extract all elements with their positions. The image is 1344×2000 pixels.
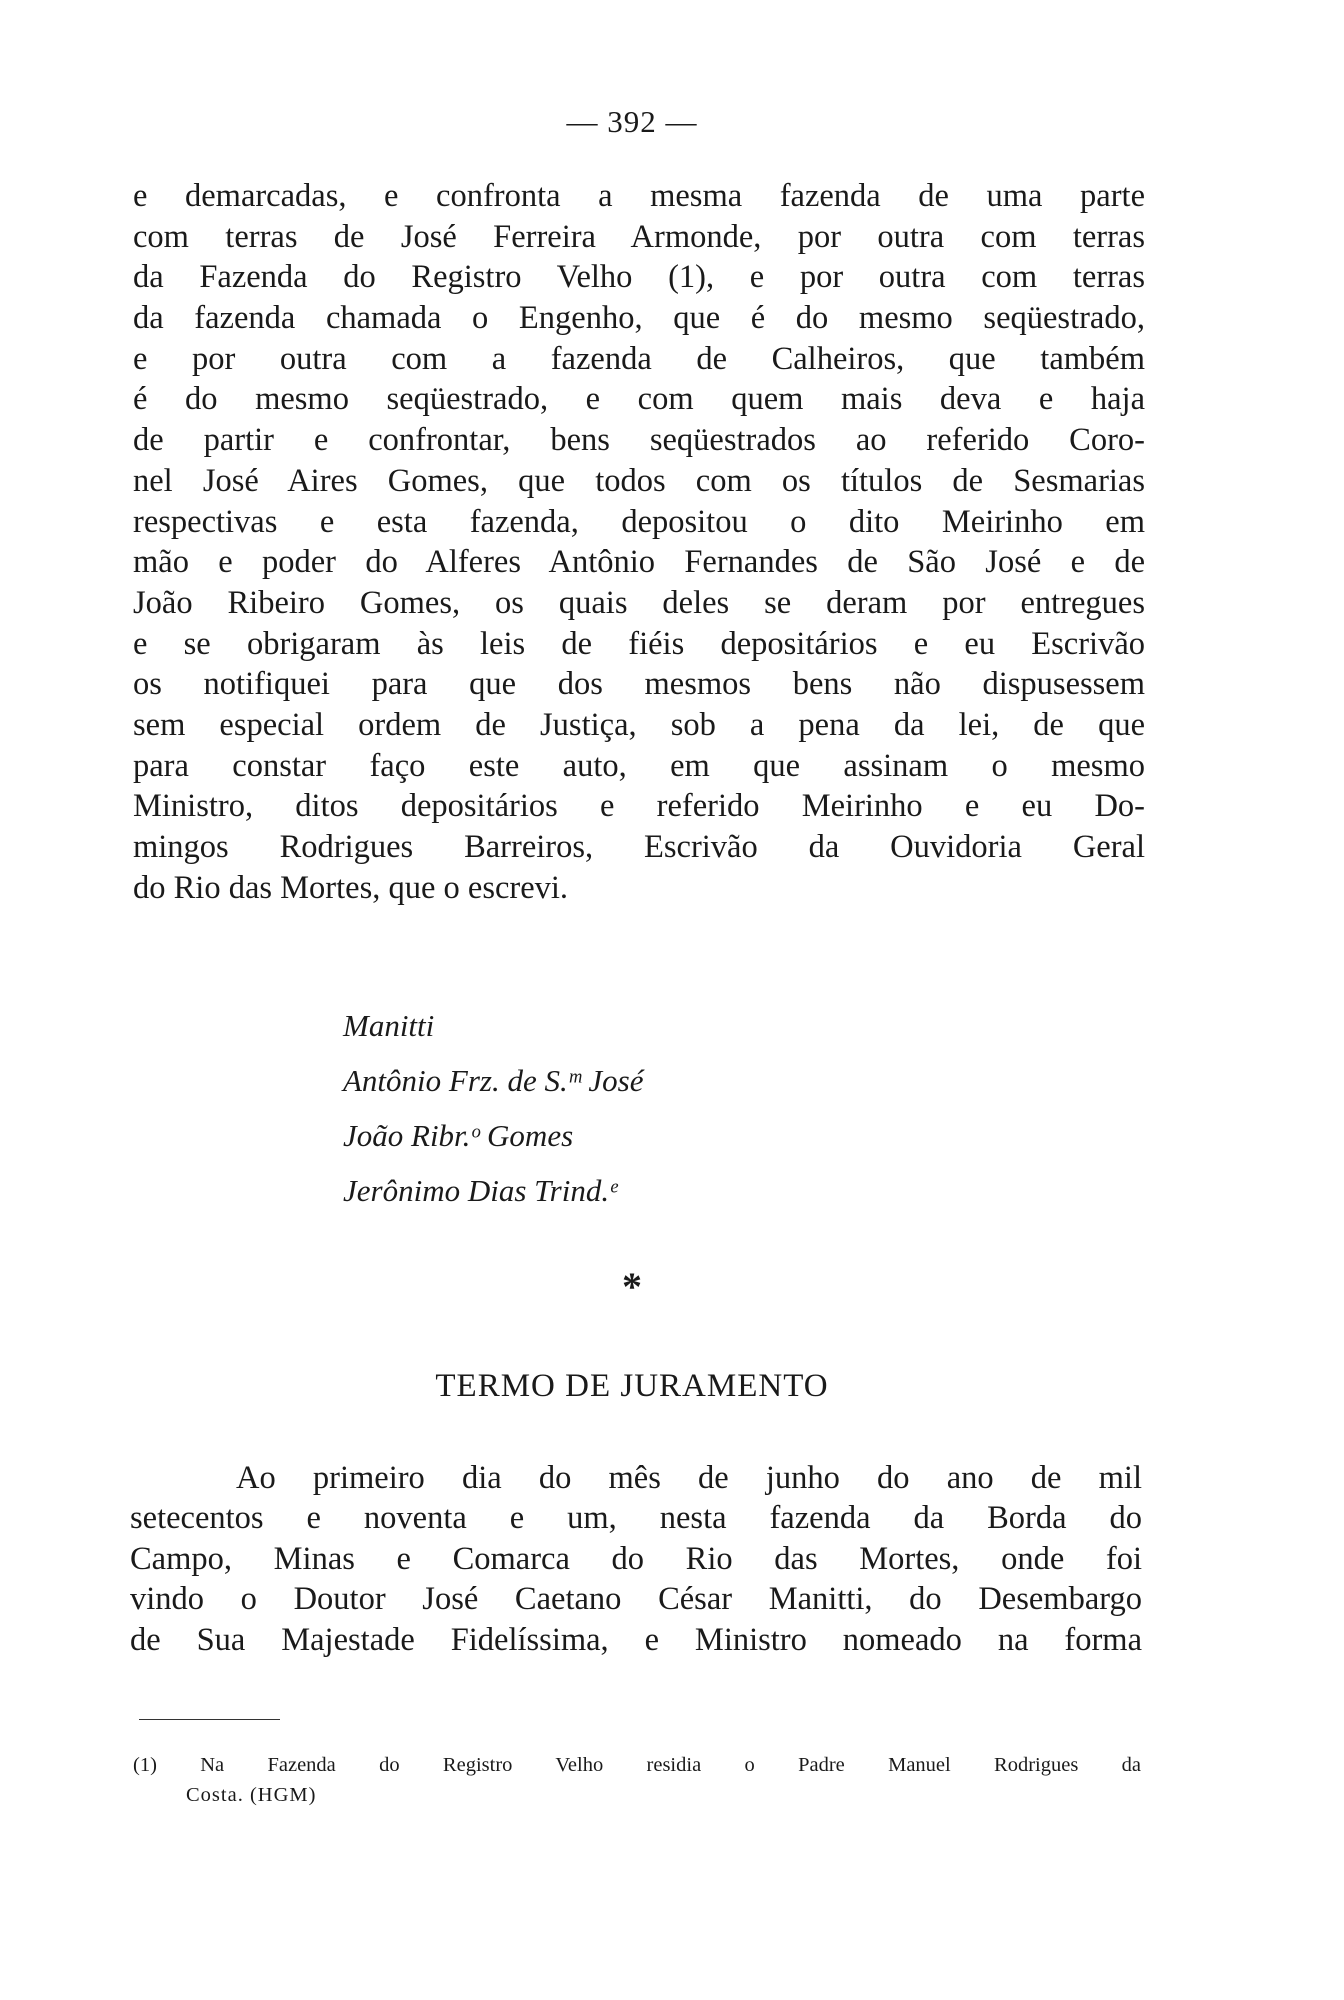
body-paragraph (133, 176, 1145, 908)
signature-name: Jerônimo Dias Trind.ᵉ (343, 1173, 618, 1208)
body-line: os notifiquei para que dos mesmos bens não dispusessem (133, 666, 1145, 703)
section-paragraph (130, 1458, 1142, 1660)
body-line: mingos Rodrigues Barreiros, Escrivão da Ouvidoria Geral (133, 829, 1145, 865)
body-line: da fazenda chamada o Engenho, que é do mesmo seqüestrado, (133, 300, 1145, 337)
body-line: da Fazenda do Registro Velho (1), e por outra com terras (133, 259, 1145, 296)
footnote-separator (139, 1719, 280, 1720)
signature-block (343, 998, 644, 1218)
body-line: e se obrigaram às leis de fiéis depositários e eu Escrivão (133, 625, 1145, 662)
section-line: Ao primeiro dia do mês de junho do ano de mil (236, 1460, 1142, 1496)
body-line: sem especial ordem de Justiça, sob a pena da lei, de que (133, 706, 1145, 743)
section-heading: TERMO DE JURAMENTO (435, 1368, 829, 1404)
body-line: para constar faço este auto, em que assinam o mesmo (133, 747, 1145, 784)
signature-name: Antônio Frz. de S.ᵐ José (343, 1063, 644, 1098)
section-line: de Sua Majestade Fidelíssima, e Ministro nomeado na forma (130, 1621, 1142, 1658)
footnote-line: (1) Na Fazenda do Registro Velho residia o Padre Manuel Rodrigues da (133, 1754, 1141, 1776)
body-line: e demarcadas, e confronta a mesma fazenda de uma parte (133, 178, 1145, 214)
section-line: vindo o Doutor José Caetano César Manitti, do Desembargo (130, 1581, 1142, 1618)
signature-name: Manitti (343, 1008, 435, 1043)
body-line: João Ribeiro Gomes, os quais deles se deram por entregues (133, 584, 1145, 621)
section-line: Campo, Minas e Comarca do Rio das Mortes, onde foi (130, 1540, 1142, 1577)
footnote-line: Costa. (HGM) (186, 1784, 317, 1806)
section-line: setecentos e noventa e um, nesta fazenda da Borda do (130, 1500, 1142, 1537)
signature-name: João Ribr.ᵒ Gomes (343, 1118, 574, 1153)
body-line: e por outra com a fazenda de Calheiros, que também (133, 340, 1145, 377)
page-number: — 392 — (566, 104, 698, 139)
footnote (133, 1750, 1141, 1810)
asterisk-divider: * (622, 1264, 642, 1309)
body-line: do Rio das Mortes, que o escrevi. (133, 869, 569, 906)
body-line: é do mesmo seqüestrado, e com quem mais deva e haja (133, 381, 1145, 418)
body-line: mão e poder do Alferes Antônio Fernandes de São José e de (133, 544, 1145, 581)
body-line: Ministro, ditos depositários e referido Meirinho e eu Do- (133, 788, 1145, 825)
body-line: de partir e confrontar, bens seqüestrados ao referido Coro- (133, 422, 1145, 459)
body-line: nel José Aires Gomes, que todos com os títulos de Sesmarias (133, 462, 1145, 499)
body-line: respectivas e esta fazenda, depositou o dito Meirinho em (133, 503, 1145, 540)
body-line: com terras de José Ferreira Armonde, por outra com terras (133, 218, 1145, 255)
